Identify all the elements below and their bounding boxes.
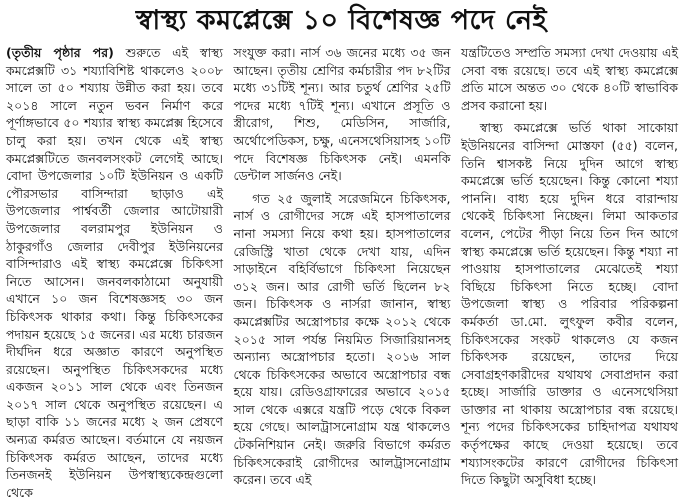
headline: স্বাস্থ্য কমপ্লেক্সে ১০ বিশেষজ্ঞ পদে নেই xyxy=(135,5,548,36)
column-3 xyxy=(461,44,678,488)
paragraph: স্বাস্থ্য কমপ্লেক্সে ভর্তি থাকা সাকোয়া ইউনিয়নের বাসিন্দা মোস্তফা (৫৫) বলেন, তিনি শ্বাসকষ্ট নিয়ে দুদিন আগে স্বাস্থ্য কমপ্লেক্সে ভর্তি হয়েছেন। কিন্তু কোনো শয্যা পাননি। বাধ্য হয়ে দুদিন ধরে বারান্দায় থেকেই চিকিৎসা নিচ্ছেন। লিমা আকতার বলেন, পেটের পীড়া নিয়ে তিন দিন আগে স্বাস্থ্য কমপ্লেক্সে ভর্তি হয়েছেন। কিন্তু শয্যা না পাওয়ায় হাসপাতালের মেঝেতেই শয্যা বিছিয়ে চিকিৎসা নিতে হচ্ছে। বোদা উপজেলা স্বাস্থ্য ও পরিবার পরিকল্পনা কর্মকর্তা ডা.মো. লুৎফুল কবীর বলেন, চিকিৎসকের সংকট থাকলেও যে কজন চিকিৎসক রয়েছেন, তাদের দিয়ে সেবাগ্রহণকারীদের যথাযথ সেবাপ্রদান করা হচ্ছে। সার্জারি ডাক্তার ও এনেসথেসিয়া ডাক্তার না থাকায় অস্ত্রোপচার বন্ধ রয়েছে। শূন্য পদের চিকিৎসকের চাহিদাপত্র যথাযথ কর্তৃপক্ষের কাছে দেওয়া হয়েছে। তবে শয্যাসংকটের কারণে রোগীদের চিকিৎসা দিতে কিছুটা অসুবিধা হচ্ছে। xyxy=(461,120,678,488)
column-2 xyxy=(233,44,451,488)
paragraph xyxy=(6,44,223,501)
paragraph-text: শুরুতে এই স্বাস্থ্য কমপ্লেক্সটি ৩১ শয্যাবিশিষ্ট থাকলেও ২০০৮ সালে তা ৫০ শয্যায় উন্নীত করা হয়। তবে ২০১৪ সালে নতুন ভবন নির্মাণ করে পূর্ণাঙ্গভাবে ৫০ শয্যার স্বাস্থ্য কমপ্লেক্স হিসেবে চালু করা হয়। তখন থেকে এই স্বাস্থ্য কমপ্লেক্সটিতে জনবলসংকট লেগেই আছে। বোদা উপজেলার ১০টি ইউনিয়ন ও একটি পৌরসভার বাসিন্দারা ছাড়াও এই উপজেলার পার্শ্ববর্তী জেলার আটোয়ারী উপজেলার বলরামপুর ইউনিয়ন ও ঠাকুরগাঁও জেলার দেবীপুর ইউনিয়নের বাসিন্দারাও এই স্বাস্থ্য কমপ্লেক্সে চিকিৎসা নিতে আসেন। জনবলকাঠামো অনুযায়ী এখানে ১০ জন বিশেষজ্ঞসহ ৩০ জন চিকিৎসক থাকার কথা। কিন্তু চিকিৎসকের পদায়ন হয়েছে ১৫ জনের। এর মধ্যে চারজন দীর্ঘদিন ধরে অজ্ঞাত কারণে অনুপস্থিত রয়েছেন। অনুপস্থিত চিকিৎসকদের মধ্যে একজন ২০১১ সাল থেকে এবং তিনজন ২০১৭ সাল থেকে অনুপস্থিত রয়েছেন। এ ছাড়া বাকি ১১ জনের মধ্যে ২ জন প্রেষণে অন্যত্র কর্মরত আছেন। বর্তমানে যে নয়জন চিকিৎসক কর্মরত আছেন, তাদের মধ্যে তিনজনই ইউনিয়ন উপস্বাস্থ্যকেন্দ্রগুলো থেকে xyxy=(6,45,223,500)
paragraph: গত ২৫ জুলাই সরেজমিনে চিকিৎসক, নার্স ও রোগীদের সঙ্গে এই হাসপাতালের নানা সমস্যা নিয়ে কথা হয়। হাসপাতালের রেজিস্ট্রি খাতা থেকে দেখা যায়, এদিন সাড়াইনে বহির্বিভাগে চিকিৎসা নিয়েছেন ৩১২ জন। আর রোগী ভর্তি ছিলেন ৮২ জন। চিকিৎসক ও নার্সরা জানান, স্বাস্থ্য কমপ্লেক্সটির অস্ত্রোপচার কক্ষে ২০১২ থেকে ২০১৫ সাল পর্যন্ত নিয়মিত সিজারিয়ানসহ অন্যান্য অস্ত্রোপচার হতো। ২০১৬ সাল থেকে চিকিৎসকের অভাবে অস্ত্রোপচার বন্ধ হয়ে যায়। রেডিওগ্রাফারের অভাবে ২০১৫ সাল থেকে এক্সরে যন্ত্রটি পড়ে থেকে বিকল হয়ে গেছে। আলট্রাসনোগ্রাম যন্ত্র থাকলেও টেকনিশিয়ান নেই। জরুরি বিভাগে কর্মরত চিকিৎসকেরাই রোগীদের আলট্রাসনোগ্রাম করেন। তবে এই xyxy=(233,190,451,488)
paragraph: যন্ত্রটিতেও সম্প্রতি সমস্যা দেখা দেওয়ায় এই সেবা বন্ধ রয়েছে। তবে এই স্বাস্থ্য কমপ্লেক্সে প্রতি মাসে অন্তত ৩০ থেকে ৪০টি স্বাভাবিক প্রসব করানো হয়। xyxy=(461,45,678,113)
continuation-label: (তৃতীয় পৃষ্ঠার পর) xyxy=(6,45,114,60)
column-1 xyxy=(6,44,223,500)
paragraph: সংযুক্ত করা। নার্স ৩৬ জনের মধ্যে ৩৫ জন আছেন। তৃতীয় শ্রেণির কর্মচারীর পদ ৮২টির মধ্যে ৩১টিই শূন্য। আর চতুর্থ শ্রেণির ২৫টি পদের মধ্যে ৭টিই শূন্য। এখানে প্রসূতি ও স্ত্রীরোগ, শিশু, মেডিসিন, সার্জারি, অর্থোপেডিকস, চক্ষু, এনেসথেসিয়াসহ ১০টি পদে বিশেষজ্ঞ চিকিৎসক নেই। এমনকি ডেন্টাল সার্জনও নেই। xyxy=(233,45,451,184)
article-body xyxy=(6,44,678,500)
